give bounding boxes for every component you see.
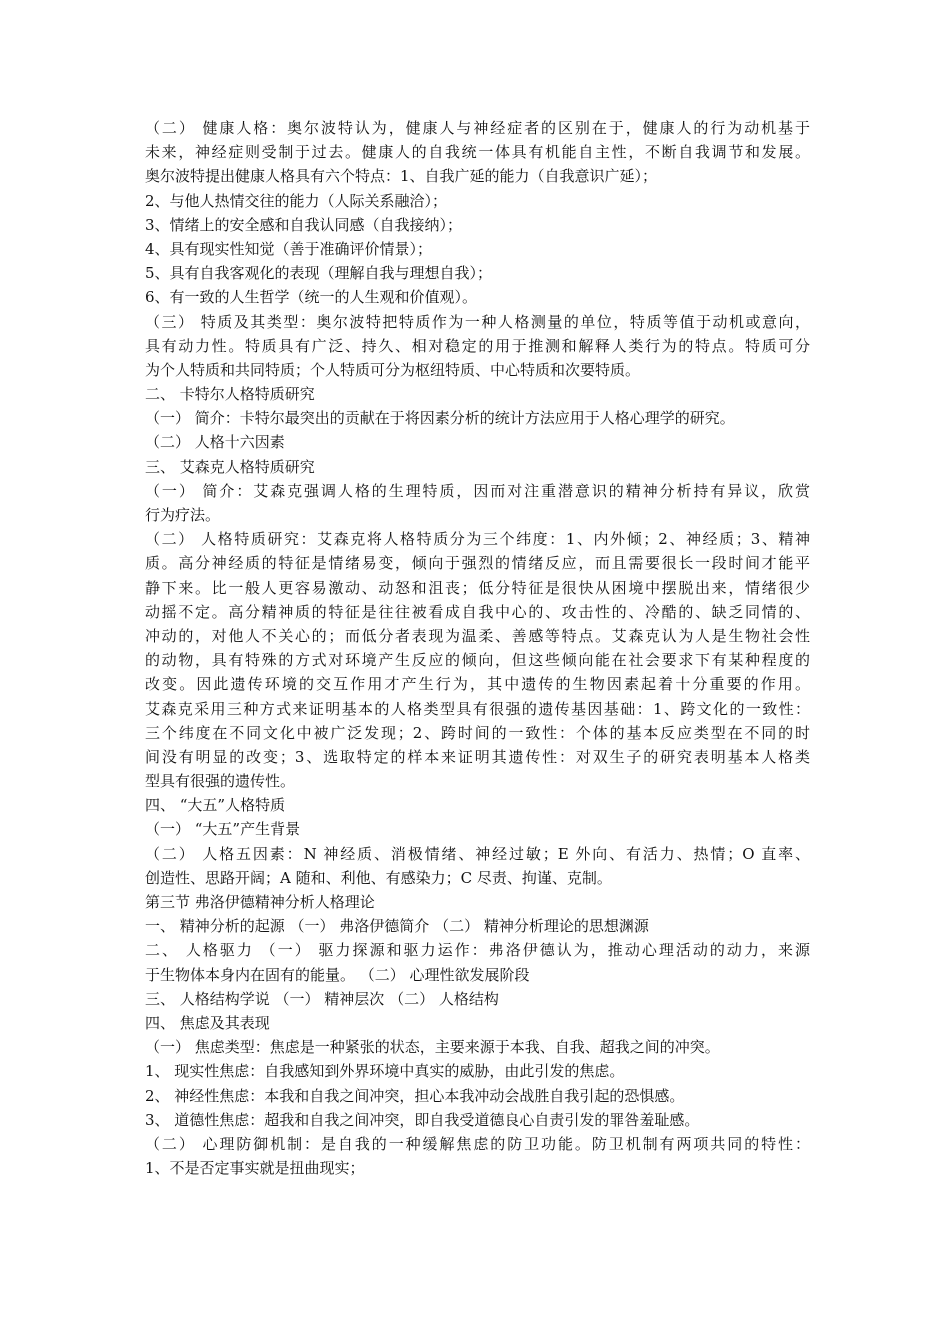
text-line: 三、 艾森克人格特质研究 [145, 457, 315, 476]
text-line: 三、 人格结构学说 （一） 精神层次 （二） 人格结构 [145, 989, 499, 1008]
text-line: 静下来。比一般人更容易激动、动怒和沮丧；低分特征是很快从困境中摆脱出来，情绪很少 [145, 578, 810, 597]
text-line: 二、 卡特尔人格特质研究 [145, 385, 315, 404]
text-line: 于生物体本身内在固有的能量。 （二） 心理性欲发展阶段 [145, 965, 530, 984]
text-line: （一） 焦虑类型：焦虑是一种紧张的状态，主要来源于本我、自我、超我之间的冲突。 [145, 1038, 720, 1057]
text-line: 改变。因此遗传环境的交互作用才产生行为，其中遗传的生物因素起着十分重要的作用。 [145, 675, 810, 694]
text-line: 为个人特质和共同特质；个人特质可分为枢纽特质、中心特质和次要特质。 [145, 360, 641, 379]
text-line: 3、 道德性焦虑：超我和自我之间冲突，即自我受道德良心自责引发的罪咎羞耻感。 [145, 1110, 700, 1129]
text-line: （三） 特质及其类型：奥尔波特把特质作为一种人格测量的单位，特质等值于动机或意向， [145, 312, 810, 331]
text-line: 奥尔波特提出健康人格具有六个特点：1、自我广延的能力（自我意识广延）； [145, 167, 658, 186]
text-line: 第三节 弗洛伊德精神分析人格理论 [145, 893, 375, 911]
text-line: 创造性、思路开阔；A 随和、利他、有感染力；C 尽责、拘谨、克制。 [145, 868, 612, 887]
text-line: 四、 焦虑及其表现 [145, 1013, 270, 1032]
text-line: （一） “大五”产生背景 [145, 820, 301, 839]
text-line: 3、情绪上的安全感和自我认同感（自我接纳）； [145, 215, 463, 234]
text-line: 具有动力性。特质具有广泛、持久、相对稳定的用于推测和解释人类行为的特点。特质可分 [145, 336, 810, 355]
text-line: 4、具有现实性知觉（善于准确评价情景）； [145, 239, 433, 258]
text-line: 2、 神经性焦虑：本我和自我之间冲突，担心本我冲动会战胜自我引起的恐惧感。 [145, 1086, 685, 1105]
text-line: （二） 人格五因素：N 神经质、消极情绪、神经过敏；E 外向、有活力、热情；O 直率、 [145, 844, 810, 863]
text-line: （二） 人格十六因素 [145, 433, 285, 452]
text-line: 一、 精神分析的起源 （一） 弗洛伊德简介 （二） 精神分析理论的思想渊源 [145, 917, 649, 936]
text-line: （一） 简介：艾森克强调人格的生理特质，因而对注重潜意识的精神分析持有异议，欣赏 [145, 481, 810, 500]
text-line: 艾森克采用三种方式来证明基本的人格类型具有很强的遗传基因基础：1、跨文化的一致性： [145, 699, 810, 718]
text-line: 2、与他人热情交往的能力（人际关系融洽）； [145, 191, 448, 210]
text-line: （二） 健康人格：奥尔波特认为，健康人与神经症者的区别在于，健康人的行为动机基于 [145, 119, 810, 137]
text-line: 三个纬度在不同文化中被广泛发现；2、跨时间的一致性：个体的基本反应类型在不同的时 [145, 723, 810, 742]
text-line: 动摇不定。高分精神质的特征是往往被看成自我中心的、攻击性的、冷酷的、缺乏同情的、 [145, 602, 810, 621]
text-line: 1、不是否定事实就是扭曲现实； [145, 1159, 365, 1178]
text-line: （二） 心理防御机制：是自我的一种缓解焦虑的防卫功能。防卫机制有两项共同的特性： [145, 1134, 810, 1153]
text-line: 1、 现实性焦虑：自我感知到外界环境中真实的威胁，由此引发的焦虑。 [145, 1062, 625, 1081]
text-line: 5、具有自我客观化的表现（理解自我与理想自我）； [145, 264, 493, 283]
text-line: 四、 “大五”人格特质 [145, 796, 286, 815]
text-line: 的动物，具有特殊的方式对环境产生反应的倾向，但这些倾向能在社会要求下有某种程度的 [145, 651, 810, 670]
text-line: 间没有明显的改变；3、选取特定的样本来证明其遗传性：对双生子的研究表明基本人格类 [145, 747, 810, 766]
text-line: 型具有很强的遗传性。 [145, 772, 296, 791]
text-line: 未来，神经症则受制于过去。健康人的自我统一体具有机能自主性，不断自我调节和发展。 [145, 143, 810, 162]
text-line: 二、 人格驱力 （一） 驱力探源和驱力运作：弗洛伊德认为，推动心理活动的动力，来源 [145, 941, 810, 960]
text-line: 行为疗法。 [145, 506, 221, 524]
text-line: 质。高分神经质的特征是情绪易变，倾向于强烈的情绪反应，而且需要很长一段时间才能平 [145, 554, 810, 573]
text-line: （一） 简介：卡特尔最突出的贡献在于将因素分析的统计方法应用于人格心理学的研究。 [145, 409, 735, 428]
text-line: 冲动的，对他人不关心的；而低分者表现为温柔、善感等特点。艾森克认为人是生物社会性 [145, 626, 810, 645]
document-page [145, 116, 810, 1180]
text-line: 6、有一致的人生哲学（统一的人生观和价值观）。 [145, 288, 478, 307]
text-line: （二） 人格特质研究：艾森克将人格特质分为三个纬度：1、内外倾；2、神经质；3、精神 [145, 530, 810, 549]
